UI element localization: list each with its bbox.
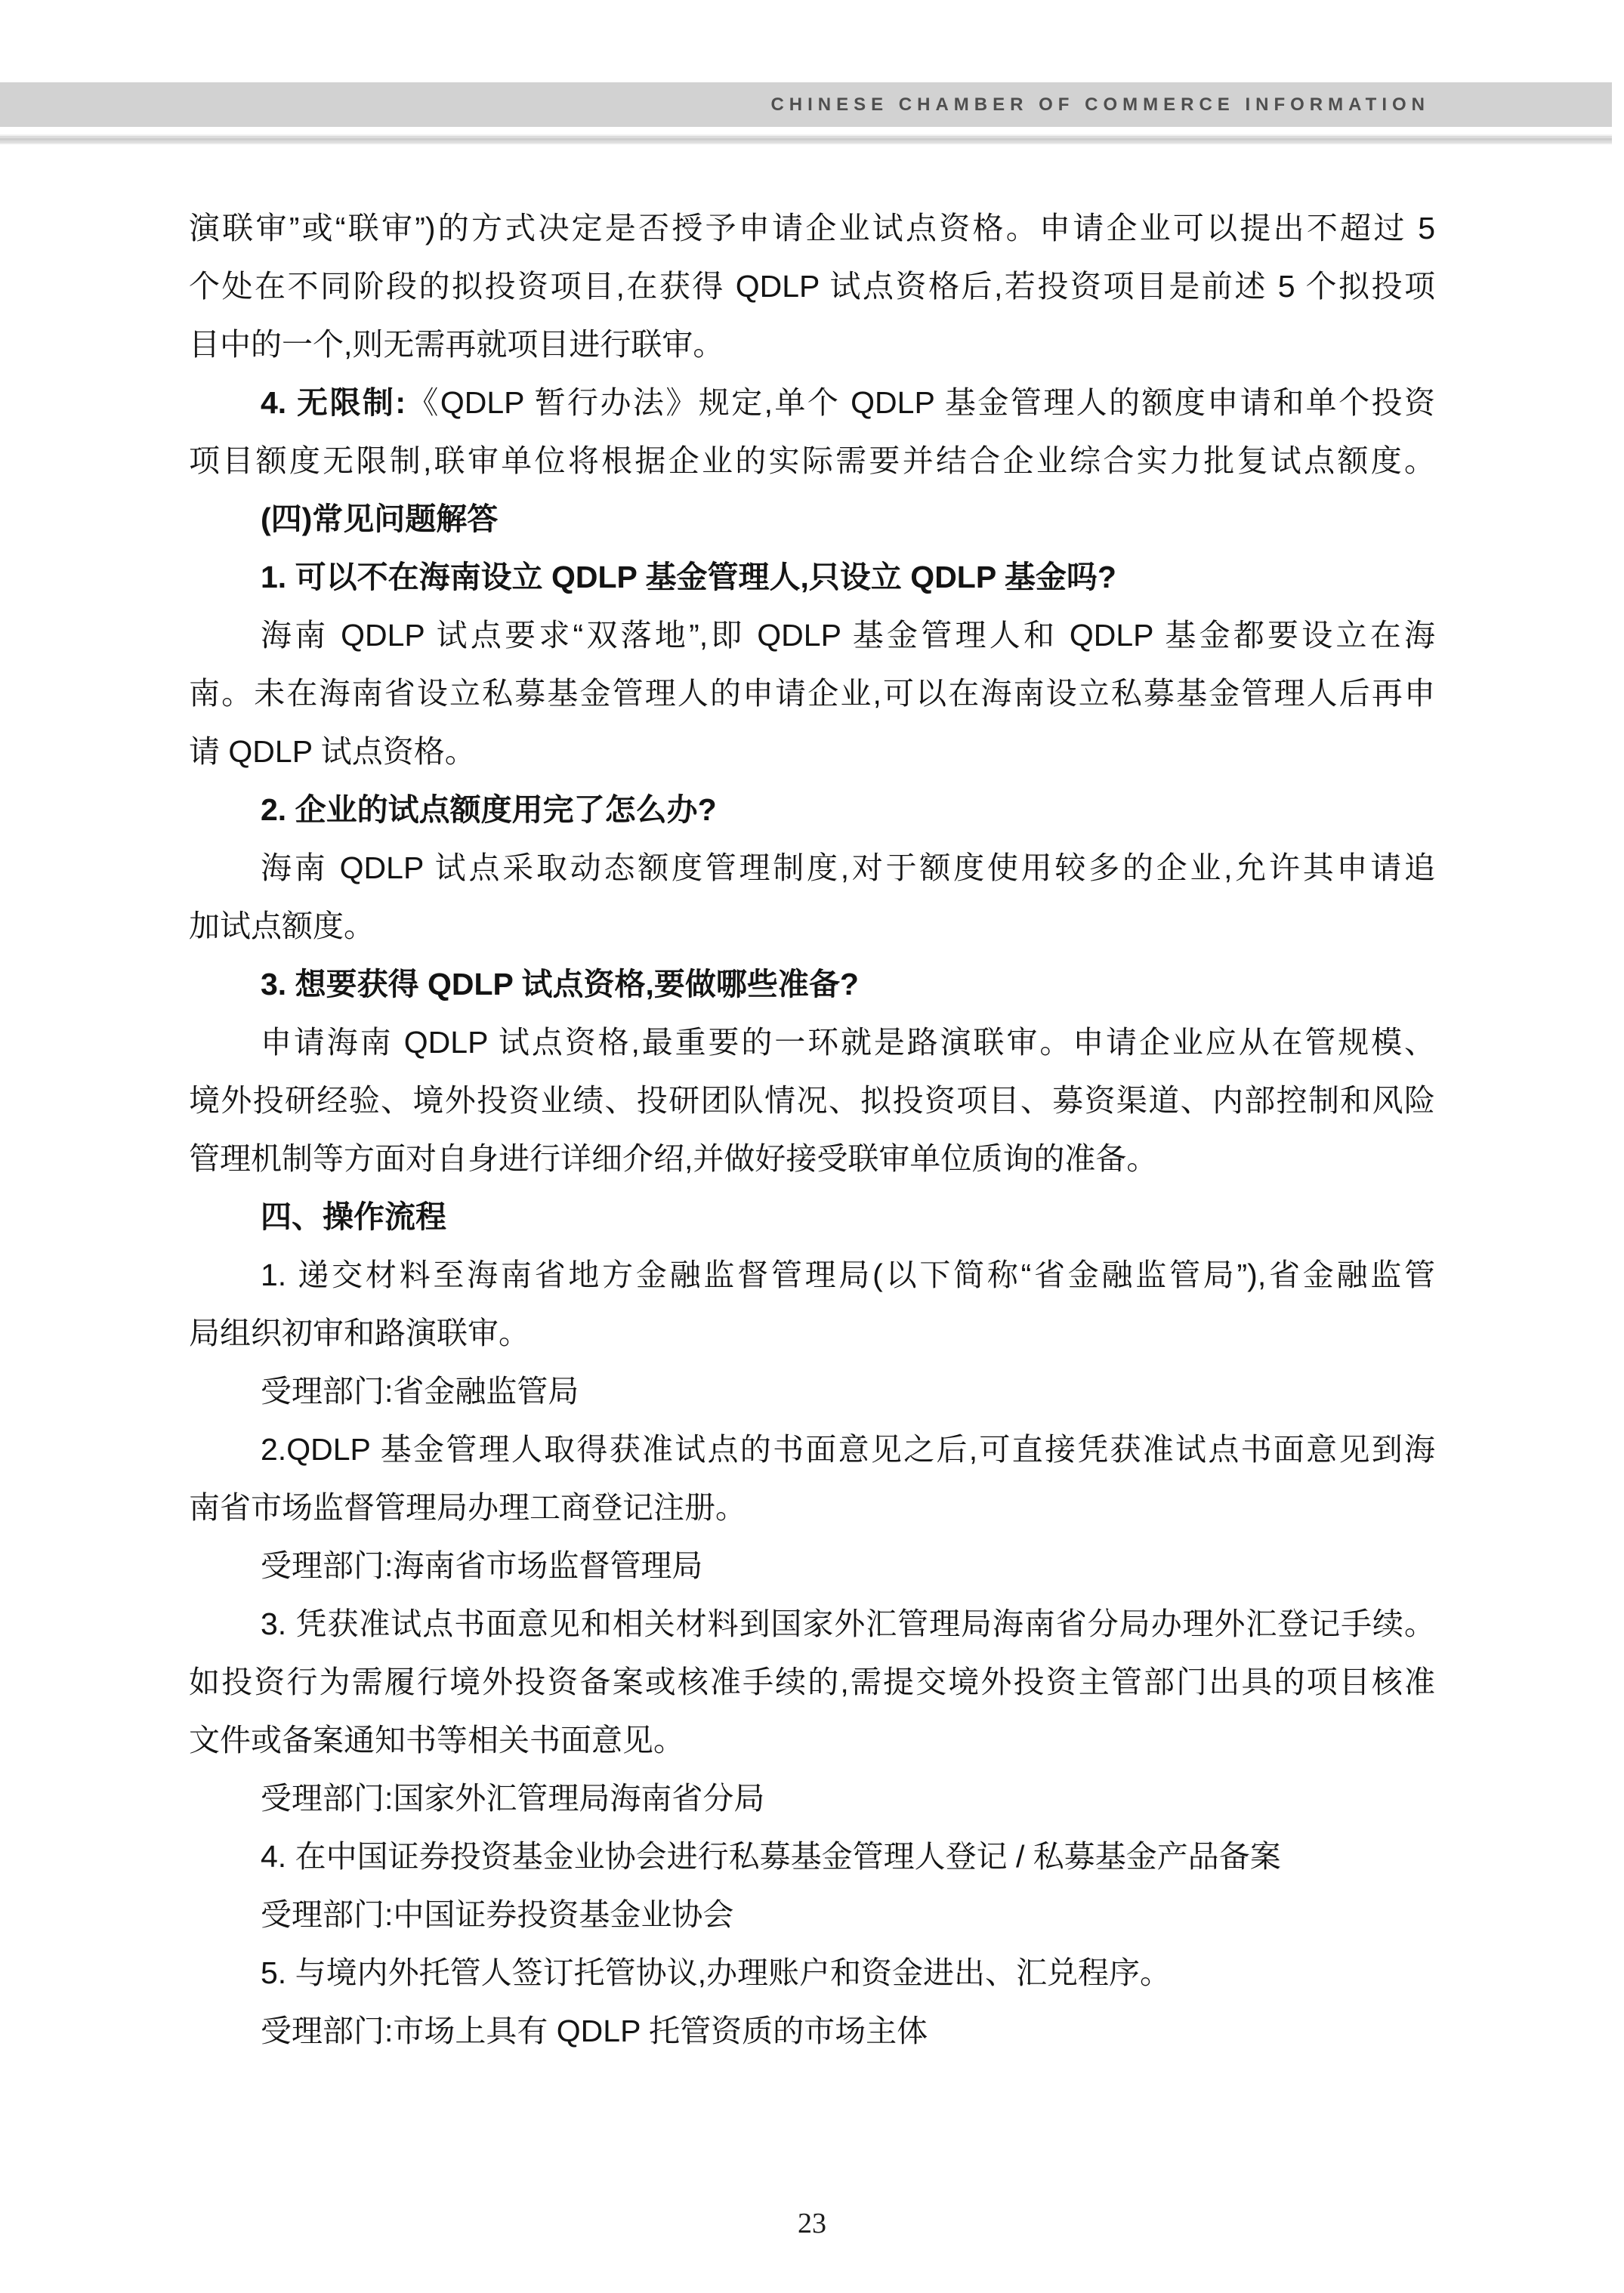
text-line: 4. 无限制:《QDLP 暂行办法》规定,单个 QDLP 基金管理人的额度申请和单个投资	[261, 385, 1435, 420]
text-line: 1. 递交材料至海南省地方金融监督管理局(以下简称“省金融监管局”),省金融监管	[261, 1258, 1435, 1292]
text-line: 境外投研经验、境外投资业绩、投研团队情况、拟投资项目、募资渠道、内部控制和风险	[189, 1083, 1435, 1118]
text-line: 局组织初审和路演联审。	[189, 1316, 529, 1350]
text-line: 目中的一个,则无需再就项目进行联审。	[189, 327, 724, 362]
text-line: 管理机制等方面对自身进行详细介绍,并做好接受联审单位质询的准备。	[189, 1141, 1158, 1176]
page-number: 23	[798, 2208, 826, 2239]
text-line: 加试点额度。	[189, 909, 375, 943]
text-line: 项目额度无限制,联审单位将根据企业的实际需要并结合企业综合实力批复试点额度。	[189, 443, 1435, 478]
text-line: (四)常见问题解答	[261, 501, 499, 536]
text-line: 海南 QDLP 试点要求“双落地”,即 QDLP 基金管理人和 QDLP 基金都要设立在海	[261, 618, 1435, 653]
text-line: 2.QDLP 基金管理人取得获准试点的书面意见之后,可直接凭获准试点书面意见到海	[261, 1432, 1435, 1467]
header-banner	[0, 82, 1612, 127]
text-line: 3. 想要获得 QDLP 试点资格,要做哪些准备?	[261, 967, 859, 1001]
header-rule	[0, 134, 1612, 144]
text-line: 2. 企业的试点额度用完了怎么办?	[261, 792, 717, 827]
text-line: 受理部门:中国证券投资基金业协会	[261, 1897, 734, 1932]
text-line: 3. 凭获准试点书面意见和相关材料到国家外汇管理局海南省分局办理外汇登记手续。	[261, 1606, 1435, 1641]
text-line: 海南 QDLP 试点采取动态额度管理制度,对于额度使用较多的企业,允许其申请追	[261, 850, 1435, 885]
text-line: 1. 可以不在海南设立 QDLP 基金管理人,只设立 QDLP 基金吗?	[261, 560, 1116, 594]
text-line: 申请海南 QDLP 试点资格,最重要的一环就是路演联审。申请企业应从在管规模、	[261, 1025, 1435, 1060]
text-line: 演联审”或“联审”)的方式决定是否授予申请企业试点资格。申请企业可以提出不超过 5	[189, 211, 1435, 245]
header-banner-text: CHINESE CHAMBER OF COMMERCE INFORMATION	[770, 94, 1430, 115]
text-line: 如投资行为需履行境外投资备案或核准手续的,需提交境外投资主管部门出具的项目核准	[189, 1665, 1435, 1699]
text-line: 受理部门:国家外汇管理局海南省分局	[261, 1781, 765, 1816]
text-line: 受理部门:省金融监管局	[261, 1374, 579, 1409]
text-line: 南省市场监督管理局办理工商登记注册。	[189, 1490, 746, 1525]
text-line: 4. 在中国证券投资基金业协会进行私募基金管理人登记 / 私募基金产品备案	[261, 1839, 1281, 1874]
text-line: 5. 与境内外托管人签订托管协议,办理账户和资金进出、汇兑程序。	[261, 1955, 1171, 1990]
document-body	[189, 199, 1435, 2060]
text-line: 受理部门:市场上具有 QDLP 托管资质的市场主体	[261, 2014, 928, 2048]
line-bold-prefix: 4. 无限制:	[261, 385, 406, 420]
text-line: 请 QDLP 试点资格。	[189, 734, 476, 769]
text-line: 受理部门:海南省市场监督管理局	[261, 1548, 703, 1583]
text-line: 四、操作流程	[261, 1199, 446, 1234]
text-line: 南。未在海南省设立私募基金管理人的申请企业,可以在海南设立私募基金管理人后再申	[189, 676, 1435, 711]
text-line: 个处在不同阶段的拟投资项目,在获得 QDLP 试点资格后,若投资项目是前述 5 个拟投项	[189, 269, 1435, 304]
text-line: 文件或备案通知书等相关书面意见。	[189, 1723, 684, 1758]
